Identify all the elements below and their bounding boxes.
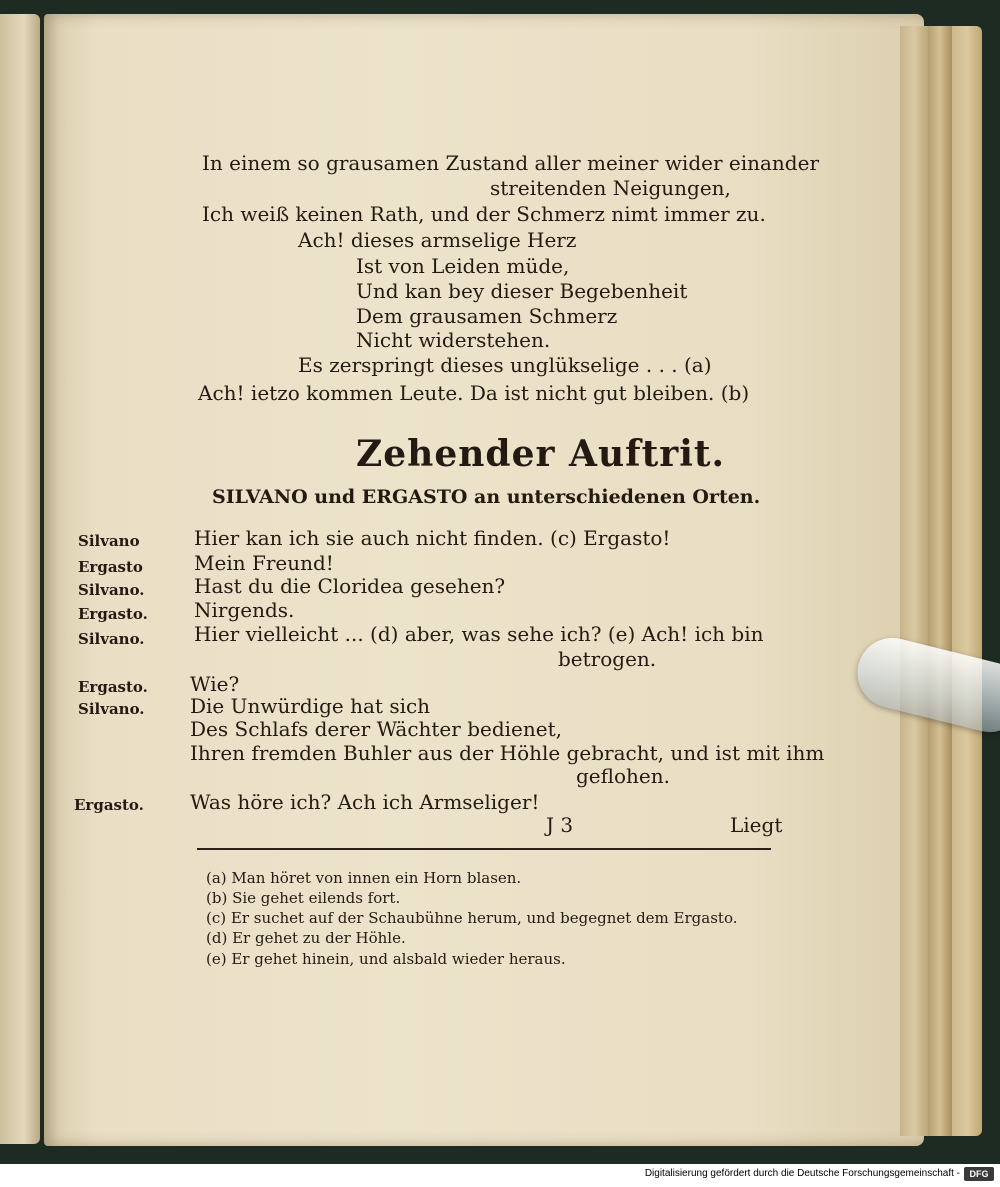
dialogue-line: Ihren fremden Buhler aus der Höhle gebracht, und ist mit ihm <box>190 741 825 765</box>
footnote-rule <box>197 848 771 850</box>
speaker-label: Ergasto. <box>78 678 148 696</box>
scene-title: Zehender Auftrit. <box>356 433 726 475</box>
dialogue-line-continuation: geflohen. <box>576 764 670 788</box>
speaker-label: Ergasto. <box>78 605 148 623</box>
footnote: (a) Man höret von innen ein Horn blasen. <box>206 869 522 887</box>
dialogue-line: Hier vielleicht ... (d) aber, was sehe ich? (e) Ach! ich bin <box>194 622 764 646</box>
speaker-label: Ergasto. <box>74 796 144 814</box>
signature-mark: J 3 <box>546 813 574 837</box>
page-stack-edge <box>928 26 952 1136</box>
dialogue-line-continuation: betrogen. <box>558 647 657 671</box>
dialogue-line: Des Schlafs derer Wächter bedienet, <box>190 717 562 741</box>
verse-line-4: Ach! dieses armselige Herz <box>298 228 577 252</box>
speaker-label: Ergasto <box>78 558 143 576</box>
dialogue-line: Was höre ich? Ach ich Armseliger! <box>190 790 540 814</box>
speaker-label: Silvano <box>78 532 140 550</box>
verse-line-5: Ist von Leiden müde, <box>356 254 570 278</box>
dialogue-line: Nirgends. <box>194 598 295 622</box>
footnote: (c) Er suchet auf der Schaubühne herum, und begegnet dem Ergasto. <box>206 909 738 927</box>
dialogue-line: Die Unwürdige hat sich <box>190 694 431 718</box>
credit-footer <box>0 1164 1000 1187</box>
credit-text: Digitalisierung gefördert durch die Deutsche Forschungsgemeinschaft - <box>644 1168 960 1179</box>
footnote: (b) Sie gehet eilends fort. <box>206 889 401 907</box>
page-stack-edge <box>952 26 982 1136</box>
page-stack-edge <box>900 26 928 1136</box>
catchword: Liegt <box>730 813 783 837</box>
previous-page-edge <box>0 14 40 1144</box>
dialogue-line: Mein Freund! <box>194 551 334 575</box>
speaker-label: Silvano. <box>78 581 145 599</box>
verse-line-10: Ach! ietzo kommen Leute. Da ist nicht gut bleiben. (b) <box>198 381 750 405</box>
dfg-logo: DFG <box>964 1167 994 1181</box>
dialogue-line: Wie? <box>190 672 240 696</box>
verse-line-7: Dem grausamen Schmerz <box>356 304 618 328</box>
footnote: (e) Er gehet hinein, und alsbald wieder heraus. <box>206 950 566 968</box>
dialogue-line: Hier kan ich sie auch nicht finden. (c) Ergasto! <box>194 526 671 550</box>
verse-line-9: Es zerspringt dieses unglükselige . . . (a) <box>298 353 712 377</box>
speaker-label: Silvano. <box>78 630 145 648</box>
footnote: (d) Er gehet zu der Höhle. <box>206 929 406 947</box>
verse-line-2: streitenden Neigungen, <box>490 176 731 200</box>
speaker-label: Silvano. <box>78 700 145 718</box>
scene-subtitle: SILVANO und ERGASTO an unterschiedenen Orten. <box>212 486 761 508</box>
dialogue-line: Hast du die Cloridea gesehen? <box>194 574 506 598</box>
verse-line-3: Ich weiß keinen Rath, und der Schmerz nimt immer zu. <box>202 202 766 226</box>
verse-line-6: Und kan bey dieser Begebenheit <box>356 279 688 303</box>
verse-line-8: Nicht widerstehen. <box>356 328 551 352</box>
verse-line-1: In einem so grausamen Zustand aller meiner wider einander <box>202 151 820 175</box>
